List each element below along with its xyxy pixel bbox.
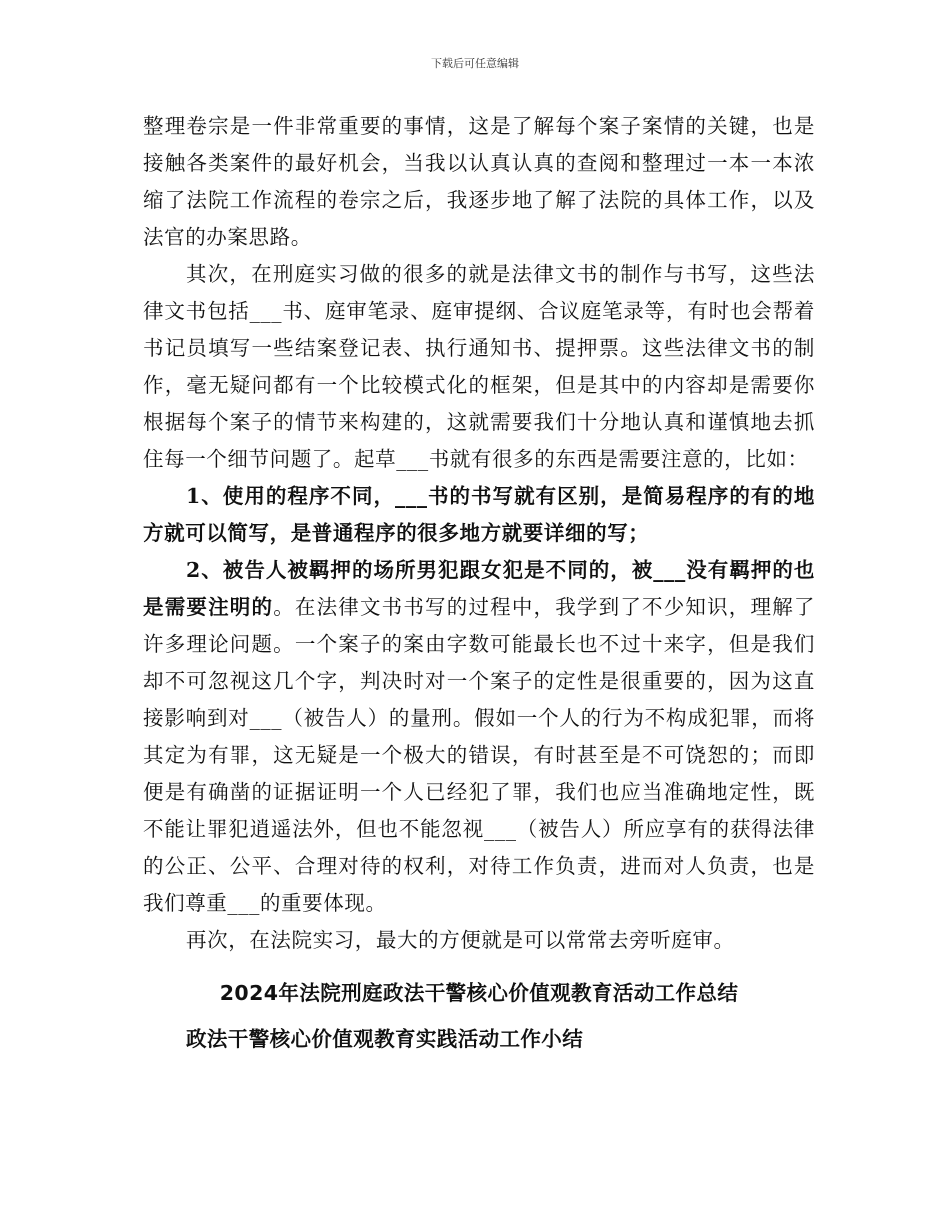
paragraph-point-1: 1、使用的程序不同，___书的书写就有区别，是简易程序的有的地方就可以简写，是普通程序的很多地方就要详细的写；: [143, 484, 815, 545]
paragraph-archives: 整理卷宗是一件非常重要的事情，这是了解每个案子案情的关键，也是接触各类案件的最好机会，当我以认真认真的查阅和整理过一本一本浓缩了法院工作流程的卷宗之后，我逐步地了解了法院的具体工作，以及法官的办案思路。: [143, 114, 815, 249]
page-header-note: 下载后可任意编辑: [431, 57, 519, 70]
paragraph-legal-documents: 其次，在刑庭实习做的很多的就是法律文书的制作与书写，这些法律文书包括___书、庭审笔录、庭审提纲、合议庭笔录等，有时也会帮着书记员填写一些结案登记表、执行通知书、提押票。这些法律文书的制作，毫无疑问都有一个比较模式化的框架，但是其中的内容却是需要你根据每个案子的情节来构建的，这就需要我们十分地认真和谨慎地去抓住每一个细节问题了。起草___书就有很多的东西是需要注意的，比如：: [143, 262, 815, 471]
document-body: [143, 108, 815, 1059]
section-title: 2024年法院刑庭政法干警核心价值观教育活动工作总结: [219, 981, 739, 1005]
section-subtitle: 政法干警核心价值观教育实践活动工作小结: [186, 1027, 584, 1051]
paragraph-point-2: [143, 552, 815, 922]
paragraph-point-2-bold: 2、被告人被羁押的场所男犯跟女犯是不同的，被___没有羁押的也是需要注明的: [143, 558, 815, 619]
paragraph-point-2-rest: 。在法律文书书写的过程中，我学到了不少知识，理解了许多理论问题。一个案子的案由字数可能最长也不过十来字，但是我们却不可忽视这几个字，判决时对一个案子的定性是很重要的，因为这直接影响到对___（被告人）的量刑。假如一个人的行为不构成犯罪，而将其定为有罪，这无疑是一个极大的错误，有时甚至是不可饶恕的；而即便是有确凿的证据证明一个人已经犯了罪，我们也应当准确地定性，既不能让罪犯逍遥法外，但也不能忽视___（被告人）所应享有的获得法律的公正、公平、合理对待的权利，对待工作负责，进而对人负责，也是我们尊重___的重要体现。: [143, 595, 815, 915]
paragraph-hearings: 再次，在法院实习，最大的方便就是可以常常去旁听庭审。: [186, 928, 735, 952]
